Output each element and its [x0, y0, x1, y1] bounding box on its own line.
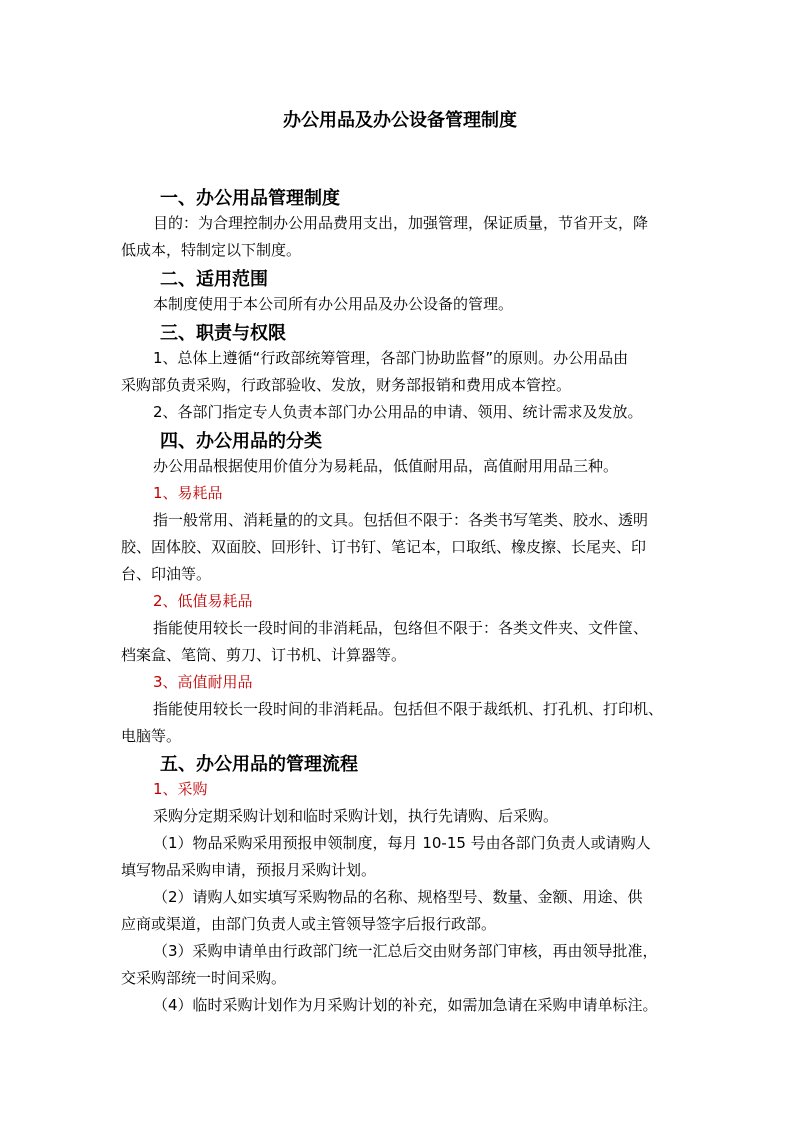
section-heading: 四、办公用品的分类	[160, 431, 322, 452]
paragraph-line: 低成本，特制定以下制度。	[121, 241, 302, 259]
paragraph-line: （3）采购申请单由行政部门统一汇总后交由财务部门审核，再由领导批准，	[153, 942, 658, 960]
paragraph-line: （4）临时采购计划作为月采购计划的补充，如需加急请在采购申请单标注。	[153, 996, 658, 1014]
paragraph-line: 采购部负责采购，行政部验收、发放，财务部报销和费用成本管控。	[121, 376, 572, 394]
subsection-title: 2、低值易耗品	[153, 592, 253, 610]
paragraph-line: 2、各部门指定专人负责本部门办公用品的申请、领用、统计需求及发放。	[153, 403, 643, 421]
paragraph-line: 指能使用较长一段时间的非消耗品，包络但不限于：各类文件夹、文件筐、	[153, 619, 649, 637]
paragraph-line: 1、总体上遵循“行政部统筹管理，各部门协助监督”的原则。办公用品由	[153, 349, 629, 367]
paragraph-line: （2）请购人如实填写采购物品的名称、规格型号、数量、金额、用途、供	[153, 888, 643, 906]
paragraph-line: 本制度使用于本公司所有办公用品及办公设备的管理。	[153, 295, 514, 313]
paragraph-line: 交采购部统一时间采购。	[121, 969, 287, 987]
paragraph-line: 目的：为合理控制办公用品费用支出，加强管理，保证质量，节省开支，降	[153, 214, 649, 232]
paragraph-line: 台、印油等。	[121, 565, 212, 583]
paragraph-line: 采购分定期采购计划和临时采购计划，执行先请购、后采购。	[153, 807, 559, 825]
paragraph-line: 指一般常用、消耗量的的文具。包括但不限于：各类书写笔类、胶水、透明	[153, 511, 649, 529]
paragraph-line: 胶、固体胶、双面胶、回形针、订书钉、笔记本，口取纸、橡皮擦、长尾夹、印	[121, 538, 647, 556]
subsection-title: 1、采购	[153, 780, 208, 798]
paragraph-line: 指能使用较长一段时间的非消耗品。包括但不限于裁纸机、打孔机、打印机、	[153, 700, 664, 718]
section-heading: 五、办公用品的管理流程	[160, 754, 358, 775]
section-heading: 二、适用范围	[160, 269, 268, 290]
section-heading: 三、职责与权限	[160, 323, 286, 344]
paragraph-line: 档案盒、笔筒、剪刀、订书机、计算器等。	[121, 646, 407, 664]
document-title: 办公用品及办公设备管理制度	[283, 110, 517, 131]
subsection-title: 1、易耗品	[153, 484, 223, 502]
paragraph-line: 电脑等。	[121, 727, 182, 745]
paragraph-line: 办公用品根据使用价值分为易耗品，低值耐用品，高值耐用用品三种。	[153, 457, 619, 475]
paragraph-line: 应商或渠道，由部门负责人或主管领导签字后报行政部。	[121, 915, 497, 933]
subsection-title: 3、高值耐用品	[153, 673, 253, 691]
paragraph-line: 填写物品采购申请，预报月采购计划。	[121, 861, 377, 879]
section-heading: 一、办公用品管理制度	[160, 188, 340, 209]
paragraph-line: （1）物品采购采用预报申领制度，每月 10-15 号由各部门负责人或请购人	[153, 834, 651, 852]
